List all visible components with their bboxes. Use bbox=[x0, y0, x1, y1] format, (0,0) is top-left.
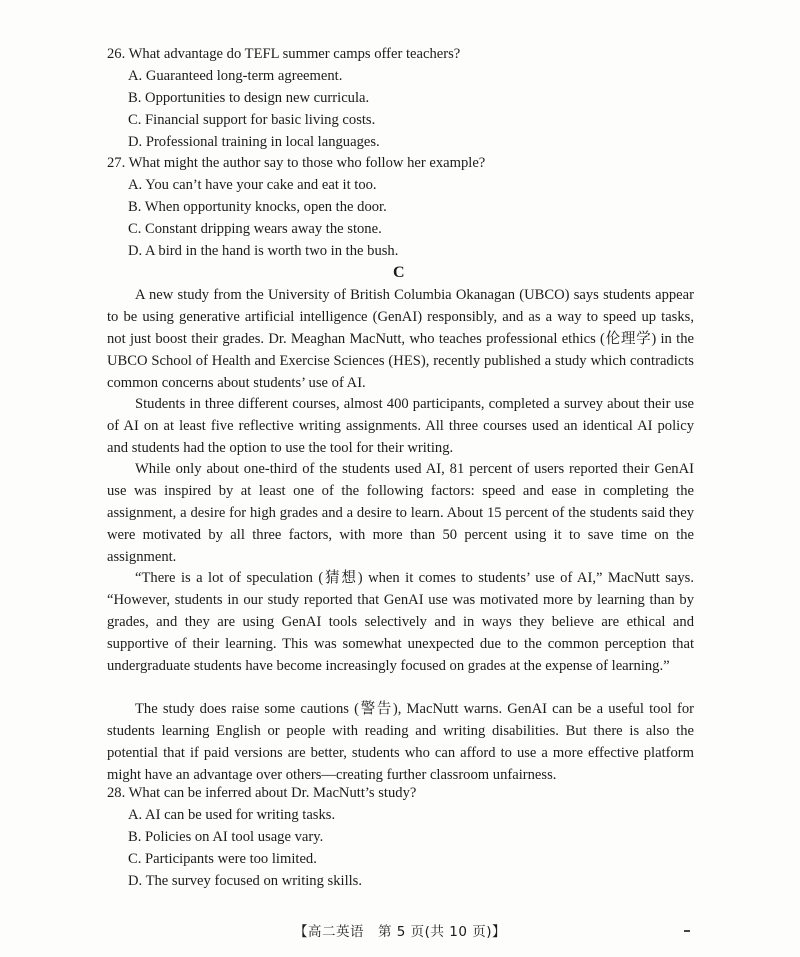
question-26-option-d: D. Professional training in local languages. bbox=[128, 134, 380, 150]
question-28-option-b: B. Policies on AI tool usage vary. bbox=[128, 829, 324, 845]
question-26-stem: 26. What advantage do TEFL summer camps offer teachers? bbox=[107, 46, 461, 62]
question-26-option-b: B. Opportunities to design new curricula. bbox=[128, 90, 370, 106]
question-26-option-a: A. Guaranteed long-term agreement. bbox=[128, 68, 343, 84]
question-27-option-c: C. Constant dripping wears away the stone. bbox=[128, 221, 382, 237]
passage-paragraph-3: While only about one-third of the students used AI, 81 percent of users reported their GenAI use was inspired by at least one of the following factors: speed and ease in completing the assignment, a desire for high grades and a desire to learn. About 15 percent of the students said they were motivated by all three factors, with more than 50 percent using it to save time on the assignment. bbox=[107, 461, 694, 565]
question-27-stem: 27. What might the author say to those who follow her example? bbox=[107, 155, 486, 171]
passage-paragraph-2: Students in three different courses, almost 400 participants, completed a survey about their use of AI on at least five reflective writing assignments. All three courses used an identical AI policy and students had the option to use the tool for their writing. bbox=[107, 396, 694, 456]
passage-paragraph-4: “There is a lot of speculation (猜想) when it comes to students’ use of AI,” MacNutt says. “However, students in our study reported that GenAI use was motivated more by learning than by grades, and they are using GenAI tools selectively and in ways they believe are ethical and supportive of their learning. This was somewhat unexpected due to the common perception that undergraduate students have become increasingly focused on grades at the expense of learning.” bbox=[107, 570, 694, 674]
page-footer: 【高二英语 第 5 页(共 10 页)】 bbox=[294, 924, 506, 940]
question-27-option-d: D. A bird in the hand is worth two in the bush. bbox=[128, 243, 399, 259]
question-28-option-d: D. The survey focused on writing skills. bbox=[128, 873, 363, 889]
passage-paragraph-5: The study does raise some cautions (警告), MacNutt warns. GenAI can be a useful tool for students learning English or people with reading and writing disabilities. But there is also the potential that if paid versions are better, students who can afford to use a more effective platform might have an advantage over others—creating further classroom unfairness. bbox=[107, 701, 694, 783]
question-27-option-b: B. When opportunity knocks, open the door. bbox=[128, 199, 387, 215]
scan-mark bbox=[684, 930, 690, 932]
question-28-option-a: A. AI can be used for writing tasks. bbox=[128, 807, 336, 823]
question-26-option-c: C. Financial support for basic living costs. bbox=[128, 112, 376, 128]
question-27-option-a: A. You can’t have your cake and eat it too. bbox=[128, 177, 377, 193]
question-28-stem: 28. What can be inferred about Dr. MacNutt’s study? bbox=[107, 785, 417, 801]
section-heading: C bbox=[393, 264, 405, 281]
passage-paragraph-1: A new study from the University of British Columbia Okanagan (UBCO) says students appear to be using generative artificial intelligence (GenAI) responsibly, and as a way to speed up tasks, not just boost their grades. Dr. Meaghan MacNutt, who teaches professional ethics (伦理学) in the UBCO School of Health and Exercise Sciences (HES), recently published a study which contradicts common concerns about students’ use of AI. bbox=[107, 287, 694, 391]
question-28-option-c: C. Participants were too limited. bbox=[128, 851, 317, 867]
